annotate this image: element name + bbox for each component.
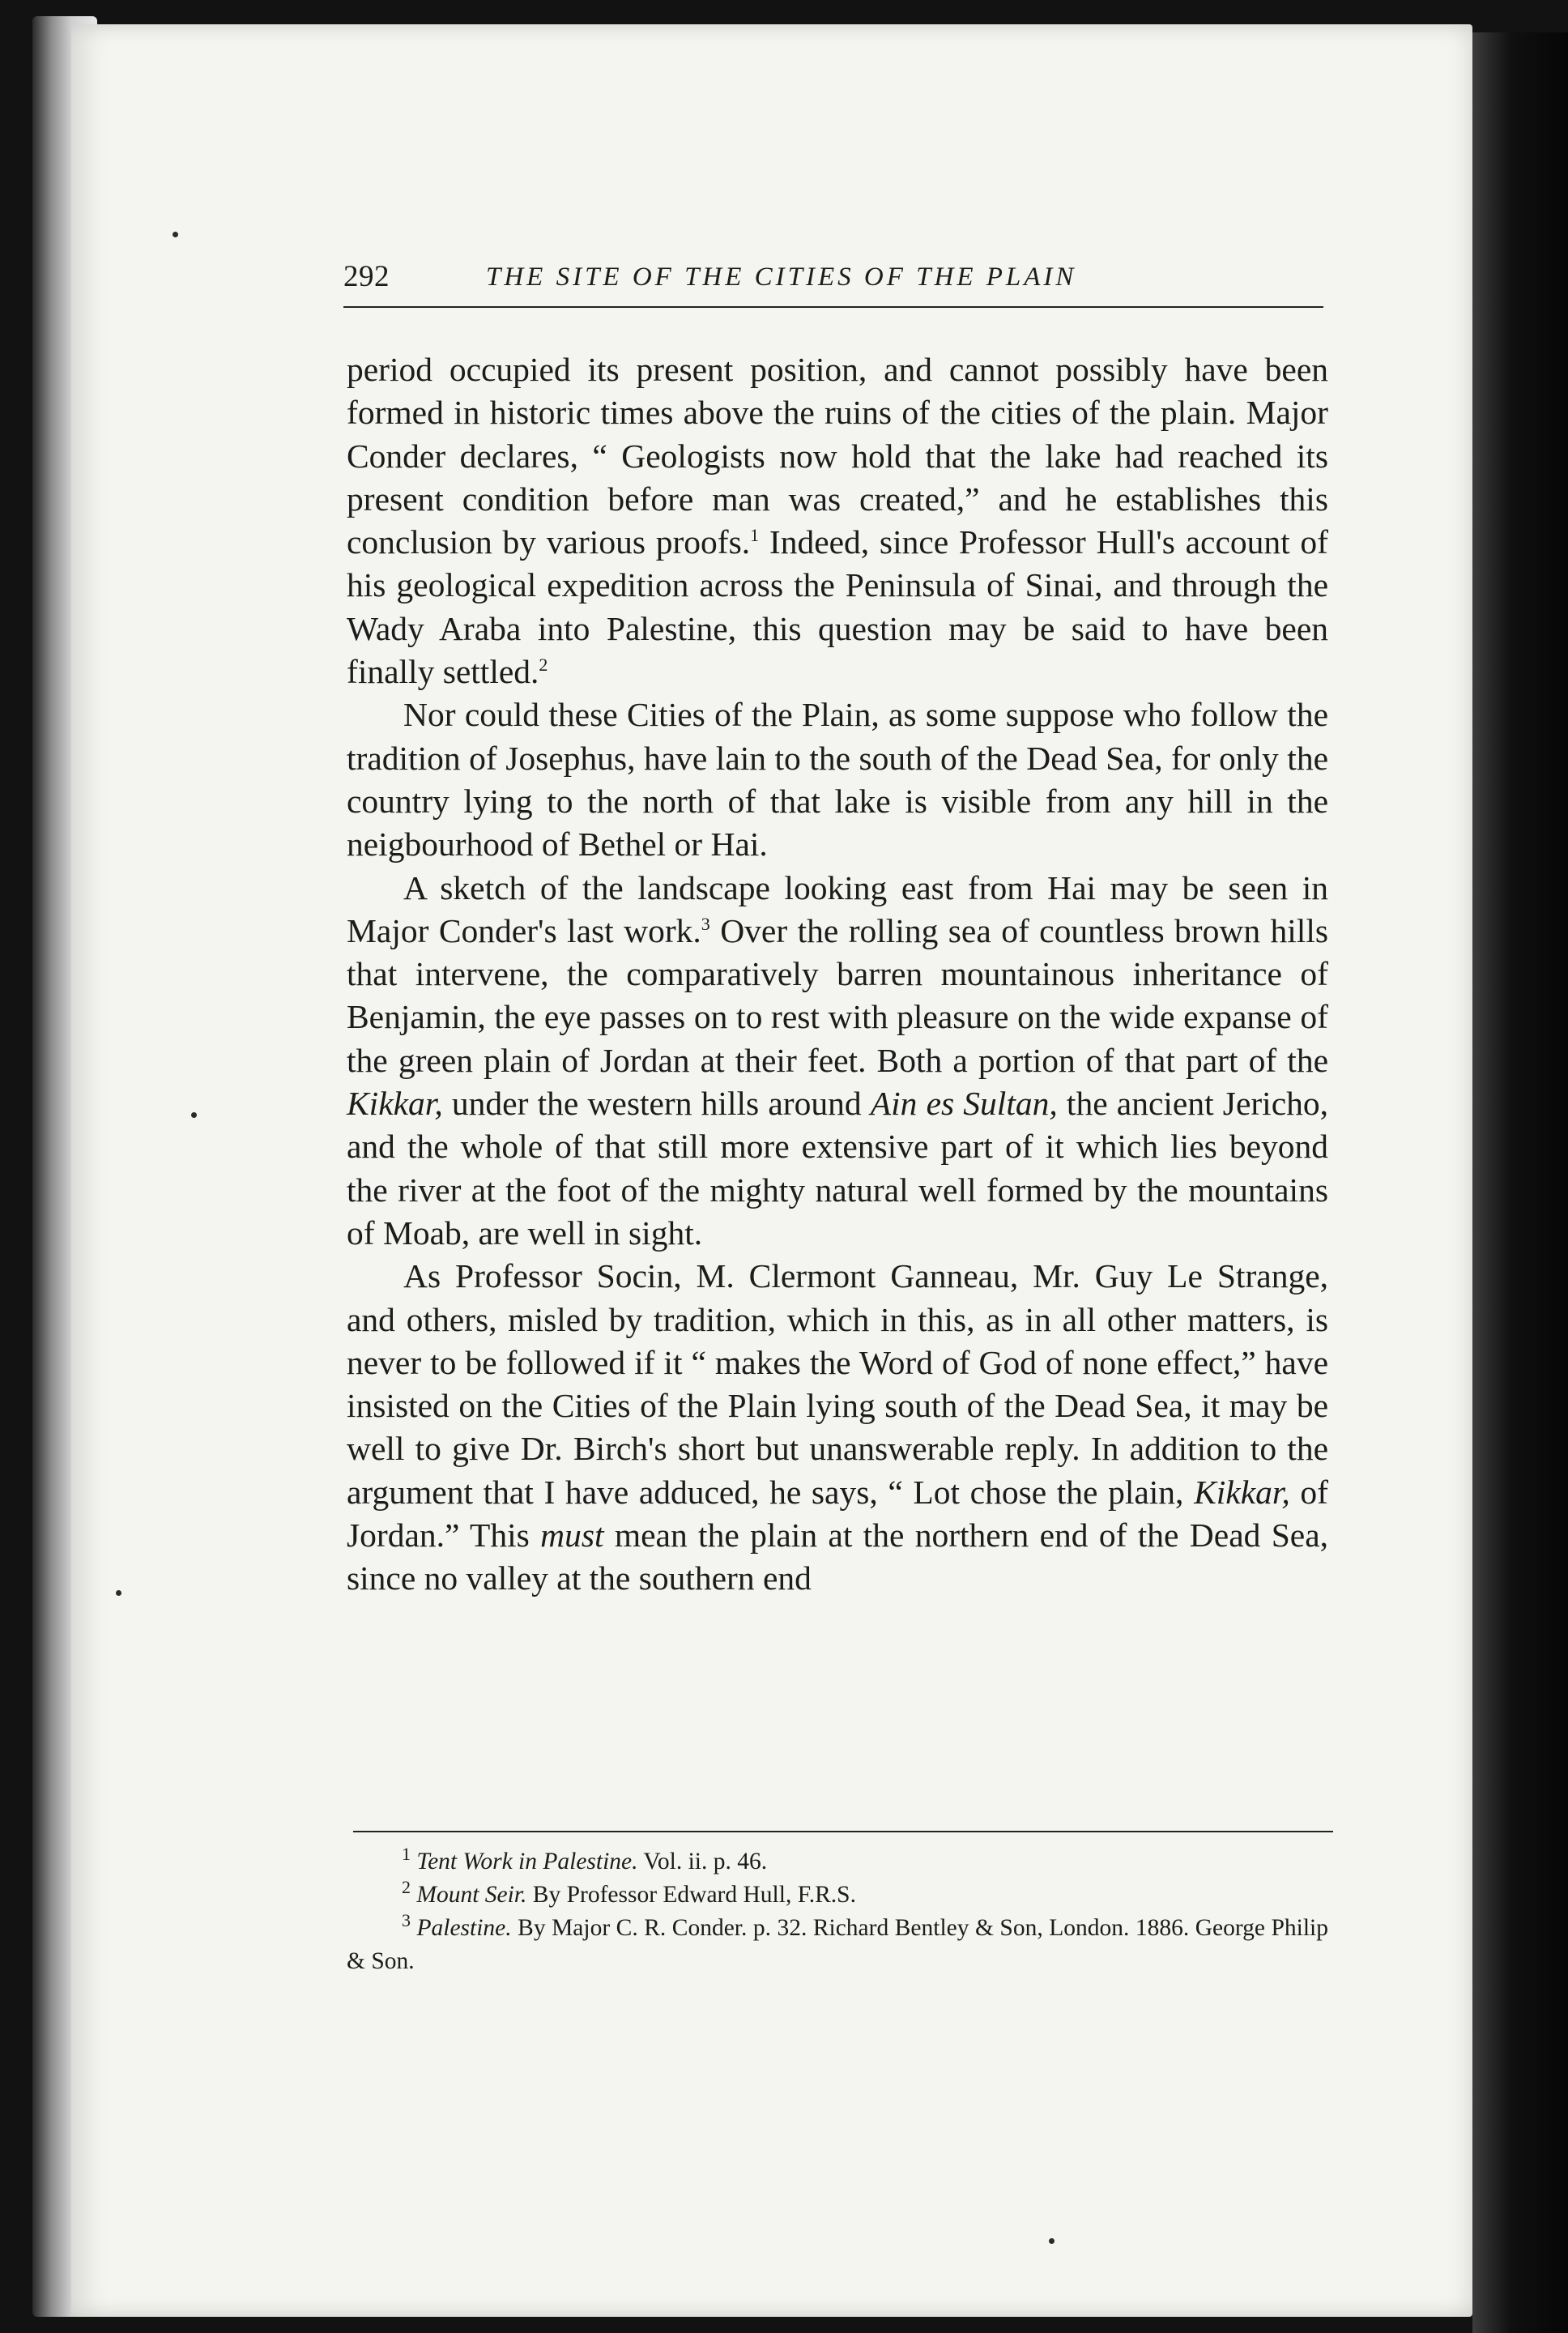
footnote-2-title: Mount Seir. <box>416 1882 527 1908</box>
footnote-rule <box>353 1831 1333 1832</box>
paragraph-3-text-d: the ancient Jericho, and the whole of that still more extensive part of it which lies beyond the river at the foot of the mighty natural well formed by the mountains of Moab, are well in sight. <box>347 1085 1329 1252</box>
footnote-2-rest: By Professor Edward Hull, F.R.S. <box>526 1882 856 1908</box>
footnote-1-rest: Vol. ii. p. 46. <box>637 1849 768 1875</box>
paragraph-3-text-a: A sketch of the landscape looking east from Hai may be seen in Major Conder's last work. <box>347 868 1328 949</box>
footnote-2 <box>347 1879 1328 1912</box>
italic-ain-es-sultan: Ain es Sultan, <box>870 1085 1058 1123</box>
paragraph-4-text-b: of Jordan.” This <box>347 1473 1328 1555</box>
paragraph-2 <box>347 693 1328 866</box>
paragraph-1 <box>347 348 1328 693</box>
dust-speck <box>191 1112 197 1118</box>
page-content <box>343 258 1329 1974</box>
dust-speck <box>173 232 178 237</box>
footnote-3 <box>347 1912 1328 1978</box>
paragraph-3-text-b: Over the rolling sea of countless brown hills that intervene, the comparatively barren mountainous inheritance of Benjamin, the eye passes on to rest with pleasure on the wide expanse of the green plain of Jordan at their feet. Both a portion of that part of the <box>347 911 1329 1079</box>
header-rule <box>343 306 1323 308</box>
footnote-3-marker: 3 <box>402 1910 411 1931</box>
italic-must: must <box>540 1516 604 1555</box>
italic-kikkar-2: Kikkar, <box>1194 1473 1290 1511</box>
footnote-ref-1: 1 <box>750 525 760 546</box>
page-right-edge-shadow <box>1472 32 1568 2333</box>
paragraph-4-text-a: As Professor Socin, M. Clermont Ganneau, Mr. Guy Le Strange, and others, misled by tradition, which in this, as in all other matters, is never to be followed if it “ makes the Word of God of none effect,” have insisted on the Cities of the Plain lying south of the Dead Sea, it may be well to give Dr. Birch's short but unanswerable reply. In addition to the argument that I have adduced, he says, “ Lot chose the plain, <box>347 1257 1328 1511</box>
footnote-1-title: Tent Work in Palestine. <box>416 1849 638 1875</box>
footnote-3-rest: By Major C. R. Conder. p. 32. Richard Bentley & Son, London. 1886. George Philip & Son. <box>347 1915 1328 1974</box>
dust-speck <box>1049 2238 1055 2244</box>
footnote-ref-3: 3 <box>701 914 710 935</box>
paragraph-3 <box>347 867 1328 1256</box>
paragraph-4 <box>347 1255 1328 1600</box>
running-head <box>343 258 1328 296</box>
paragraph-2-text: Nor could these Cities of the Plain, as some suppose who follow the tradition of Josephus, have lain to the south of the Dead Sea, for only the country lying to the north of that lake is visible from any hill in the neigbourhood of Bethel or Hai. <box>347 696 1328 864</box>
footnotes <box>347 1845 1328 1978</box>
footnote-2-marker: 2 <box>402 1877 411 1898</box>
footnote-3-title: Palestine. <box>416 1915 512 1941</box>
footnote-1-marker: 1 <box>402 1844 411 1865</box>
paragraph-4-text-c: mean the plain at the northern end of the Dead Sea, since no valley at the southern end <box>347 1516 1328 1597</box>
paragraph-1-text-b: Indeed, since Professor Hull's account of his geological expedition across the Peninsula of Sinai, and through the Wady Araba into Palestine, this question may be said to have been finally settled. <box>347 523 1328 691</box>
paragraph-3-text-c: under the western hills around <box>442 1085 871 1123</box>
running-title: THE SITE OF THE CITIES OF THE PLAIN <box>486 262 1077 292</box>
footnote-ref-2: 2 <box>539 655 548 676</box>
page-number: 292 <box>343 260 390 293</box>
footnote-1 <box>347 1845 1328 1879</box>
dust-speck <box>116 1590 121 1596</box>
italic-kikkar: Kikkar, <box>347 1085 443 1123</box>
body-text <box>347 348 1328 1601</box>
paragraph-1-text-a: period occupied its present position, and cannot possibly have been formed in historic times above the ruins of the cities of the plain. Major Conder declares, “ Geologists now hold that the lake had reached its present condition before man was created,” and he establishes this conclusion by various proofs. <box>347 351 1328 561</box>
